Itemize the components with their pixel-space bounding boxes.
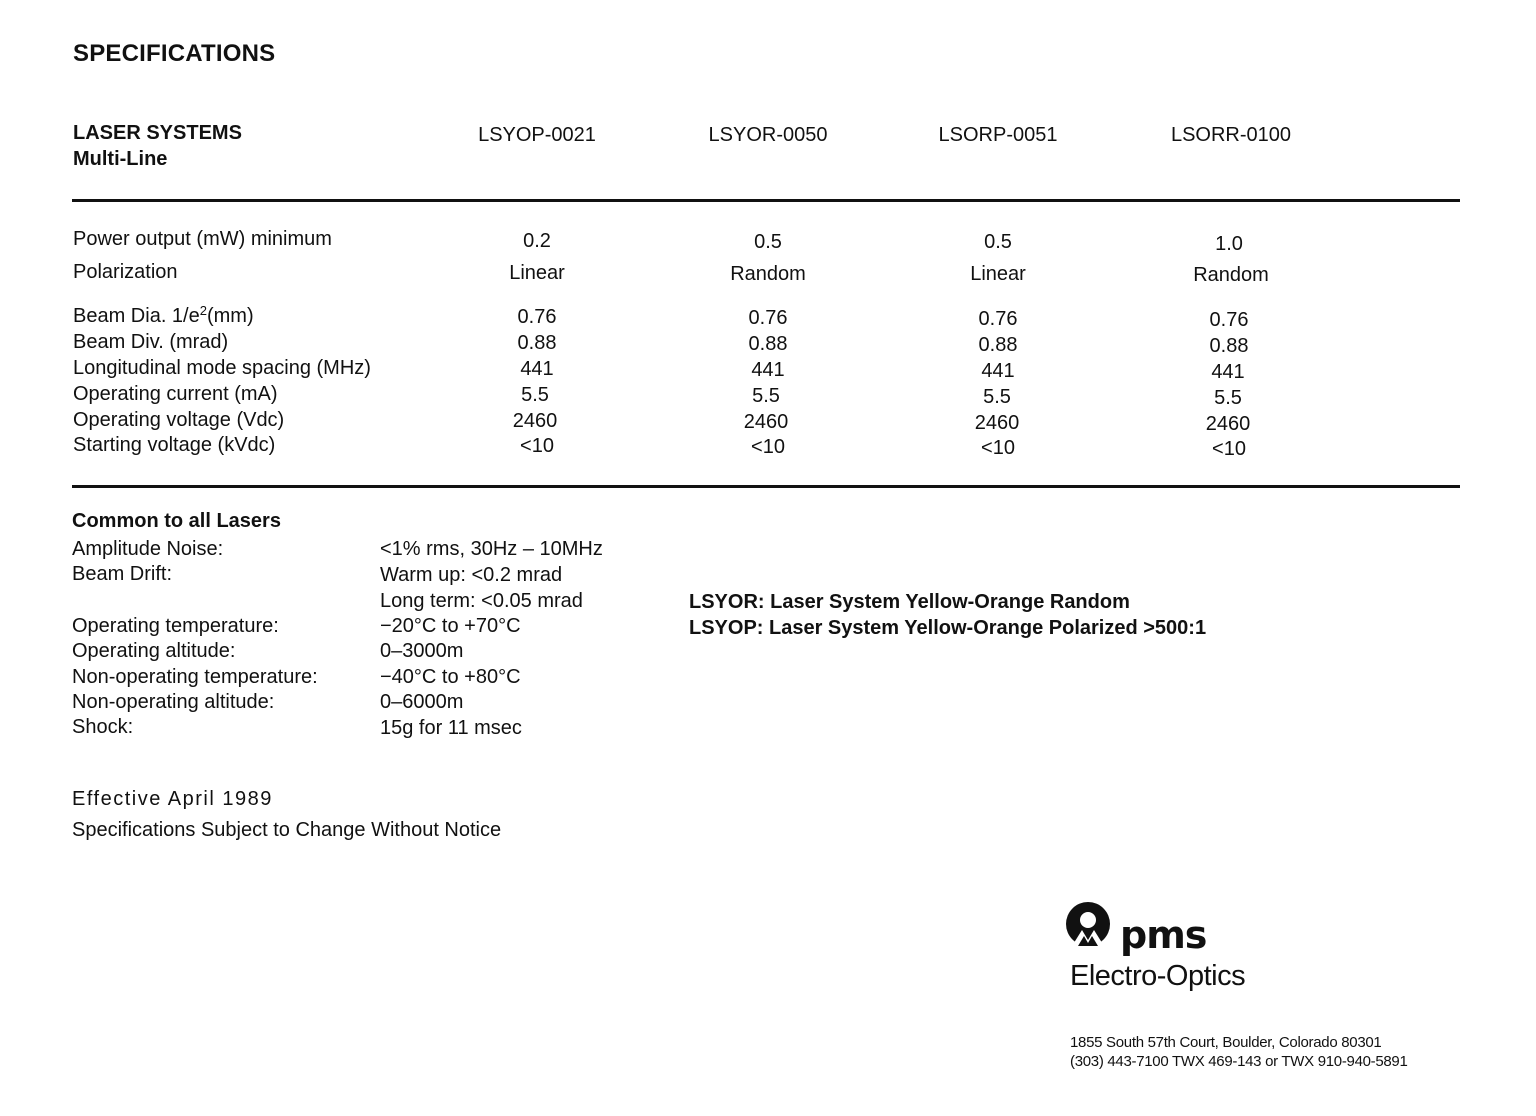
spec-value: <10 [981,437,1015,459]
company-address: 1855 South 57th Court, Boulder, Colorado 80301 [1070,1034,1382,1051]
common-value: 15g for 11 msec [380,717,522,739]
spec-value: 441 [981,360,1015,382]
row-label-polarization: Polarization [73,261,178,283]
effective-date: Effective April 1989 [72,788,273,810]
spec-value: 2460 [1205,413,1251,435]
common-value: Warm up: <0.2 mrad [380,564,563,586]
spec-value: 441 [751,359,785,381]
spec-value: 0.88 [517,332,557,354]
beam-dia-label-sup: 2 [199,303,207,318]
spec-value: 0.76 [748,307,788,329]
beam-dia-label-text: Beam Dia. 1/e [73,305,200,327]
pms-logo-icon [1064,900,1116,952]
spec-value: 0.76 [978,308,1018,330]
spec-value: 441 [520,358,554,380]
company-logo-text: pms [1120,913,1207,957]
common-label: Non-operating temperature: [72,666,318,688]
spec-value: 5.5 [521,384,549,406]
common-value: <1% rms, 30Hz – 10MHz [380,538,603,560]
row-label-operating-current: Operating current (mA) [73,383,278,405]
spec-value: 0.2 [523,230,551,252]
model-header: LSYOR-0050 [708,124,828,146]
common-value: −40°C to +80°C [380,666,521,688]
spec-value: <10 [520,435,554,457]
common-label: Shock: [72,716,134,738]
spec-value: 0.88 [748,333,788,355]
model-header: LSORP-0051 [938,124,1058,146]
spec-value: <10 [751,436,785,458]
note-lsyor: LSYOR: Laser System Yellow-Orange Random [689,591,1130,613]
spec-value: 441 [1211,361,1245,383]
company-phone: (303) 443-7100 TWX 469-143 or TWX 910-940-5891 [1070,1053,1408,1070]
spec-value: Random [730,263,806,285]
common-label: Operating temperature: [72,615,279,637]
common-value: 0–3000m [380,640,464,662]
note-lsyop: LSYOP: Laser System Yellow-Orange Polarized >500:1 [689,617,1207,639]
spec-value: 0.88 [978,334,1018,356]
bottom-divider [72,485,1460,488]
common-section-title: Common to all Lasers [72,510,281,532]
company-division: Electro-Optics [1070,960,1246,992]
row-label-power: Power output (mW) minimum [73,228,332,250]
spec-value: 1.0 [1215,233,1243,255]
spec-value: Random [1193,264,1269,286]
spec-value: 2460 [512,410,558,432]
spec-value: Linear [970,263,1026,285]
spec-value: 0.76 [517,306,557,328]
top-divider [72,199,1460,202]
spec-value: 0.88 [1209,335,1249,357]
change-notice: Specifications Subject to Change Without Notice [72,819,502,841]
model-header: LSORR-0100 [1170,124,1292,146]
row-label-beam-dia [73,305,254,328]
spec-value: Linear [509,262,565,284]
common-value: −20°C to +70°C [380,615,521,637]
spec-value: 5.5 [752,385,780,407]
common-label: Operating altitude: [72,640,236,662]
row-label-operating-voltage: Operating voltage (Vdc) [73,409,285,431]
spec-value: 5.5 [983,386,1011,408]
laser-systems-subtitle: Multi-Line [73,148,168,170]
spec-value: <10 [1212,438,1246,460]
spec-value: 5.5 [1214,387,1242,409]
page-title: SPECIFICATIONS [73,40,276,67]
spec-value: 2460 [974,412,1020,434]
spec-value: 2460 [743,411,789,433]
laser-systems-title: LASER SYSTEMS [73,122,242,144]
spec-value: 0.5 [984,231,1012,253]
common-label: Beam Drift: [72,563,173,585]
common-value: Long term: <0.05 mrad [380,590,583,612]
common-value: 0–6000m [380,691,464,713]
beam-dia-label-unit: (mm) [206,305,254,327]
row-label-mode-spacing: Longitudinal mode spacing (MHz) [73,357,371,379]
laser-systems-header [73,120,242,172]
common-label: Amplitude Noise: [72,538,224,560]
row-label-beam-div: Beam Div. (mrad) [73,331,229,353]
model-header: LSYOP-0021 [478,124,596,146]
common-label: Non-operating altitude: [72,691,275,713]
row-label-starting-voltage: Starting voltage (kVdc) [73,434,276,456]
spec-value: 0.76 [1209,309,1249,331]
spec-value: 0.5 [754,231,782,253]
